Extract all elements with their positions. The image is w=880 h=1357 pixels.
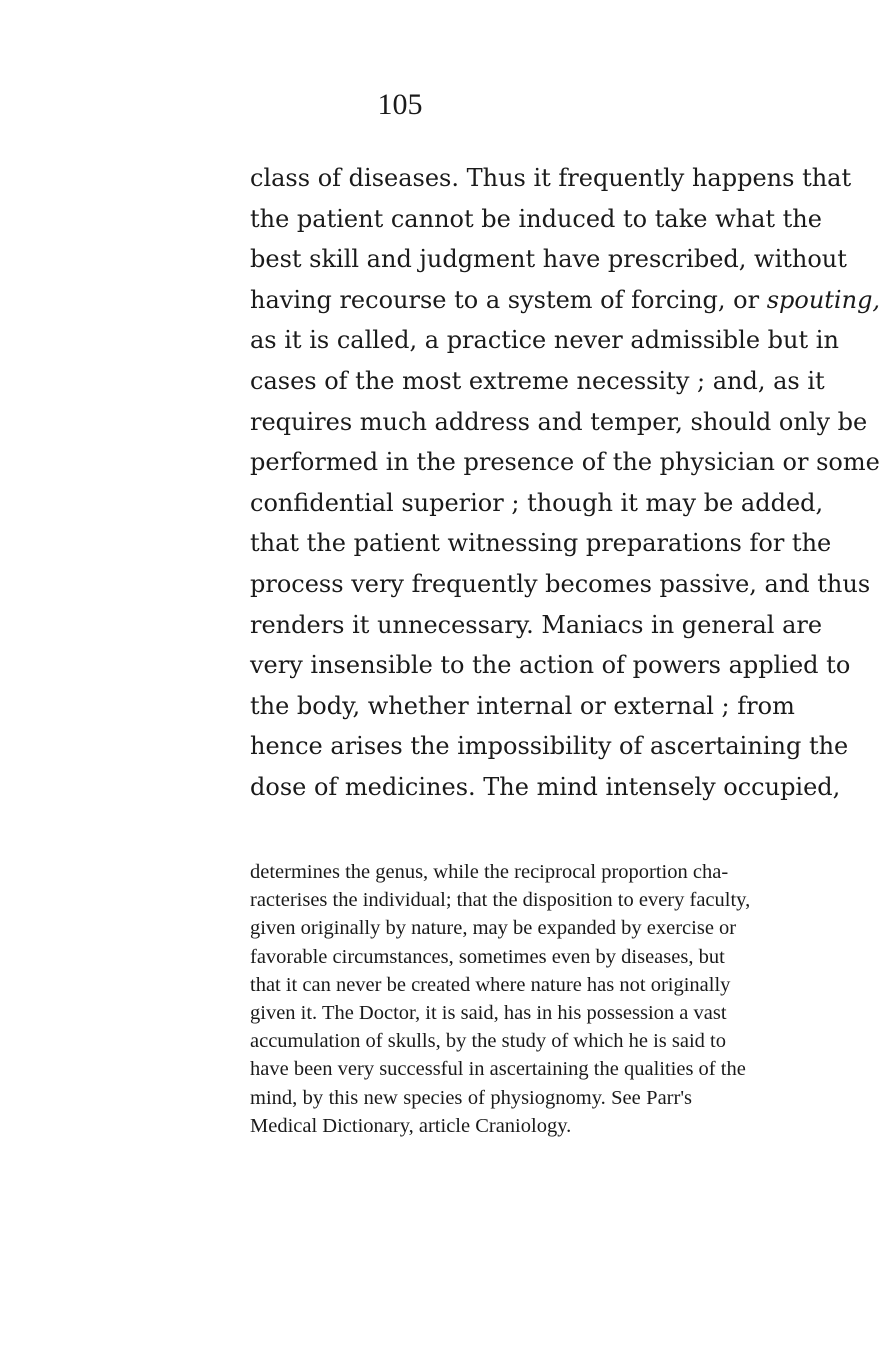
text-line: that the patient witnessing preparations for the: [250, 529, 832, 558]
text-line: very insensible to the action of powers applied to: [250, 651, 851, 680]
text-line: best skill and judgment have prescribed, without: [250, 245, 847, 274]
footnote-line: given it. The Doctor, it is said, has in his possession a vast: [250, 1002, 727, 1025]
text-line: process very frequently becomes passive, and thus: [250, 569, 871, 598]
footnote-line: favorable circumstances, sometimes even by diseases, but: [250, 945, 725, 968]
text-line: performed in the presence of the physician or some: [250, 448, 880, 477]
footnote-line: racterises the individual; that the disposition to every faculty,: [250, 889, 751, 912]
footnote-line: accumulation of skulls, by the study of which he is said to: [250, 1030, 726, 1053]
text-line-segment: having recourse to a system of forcing, or: [250, 285, 767, 314]
text-line: hence arises the impossibility of ascertaining the: [250, 732, 849, 761]
text-line: [250, 280, 880, 321]
text-line: as it is called, a practice never admissible but in: [250, 326, 839, 355]
text-line: the body, whether internal or external ; from: [250, 691, 795, 720]
text-line: renders it unnecessary. Maniacs in general are: [250, 610, 823, 639]
footnote-line: mind, by this new species of physiognomy. See Parr's: [250, 1086, 692, 1109]
text-line: class of diseases. Thus it frequently happens that: [250, 164, 852, 192]
italic-word: spouting,: [766, 285, 880, 314]
main-text-block: [250, 158, 880, 808]
text-line: the patient cannot be induced to take what the: [250, 204, 822, 233]
footnote-line: given originally by nature, may be expanded by exercise or: [250, 917, 737, 940]
text-line: cases of the most extreme necessity ; and, as it: [250, 366, 825, 395]
footnote-block: [250, 858, 751, 1140]
page-number: 105: [377, 88, 423, 121]
footnote-line: that it can never be created where nature has not originally: [250, 973, 731, 996]
footnote-line: have been very successful in ascertaining the qualities of the: [250, 1058, 746, 1081]
footnote-line: determines the genus, while the reciprocal proportion cha-: [250, 861, 729, 883]
footnote-line: Medical Dictionary, article Craniology.: [250, 1114, 572, 1137]
text-line: requires much address and temper, should only be: [250, 407, 868, 436]
text-line: dose of medicines. The mind intensely occupied,: [250, 772, 841, 801]
text-line: confidential superior ; though it may be added,: [250, 488, 824, 517]
